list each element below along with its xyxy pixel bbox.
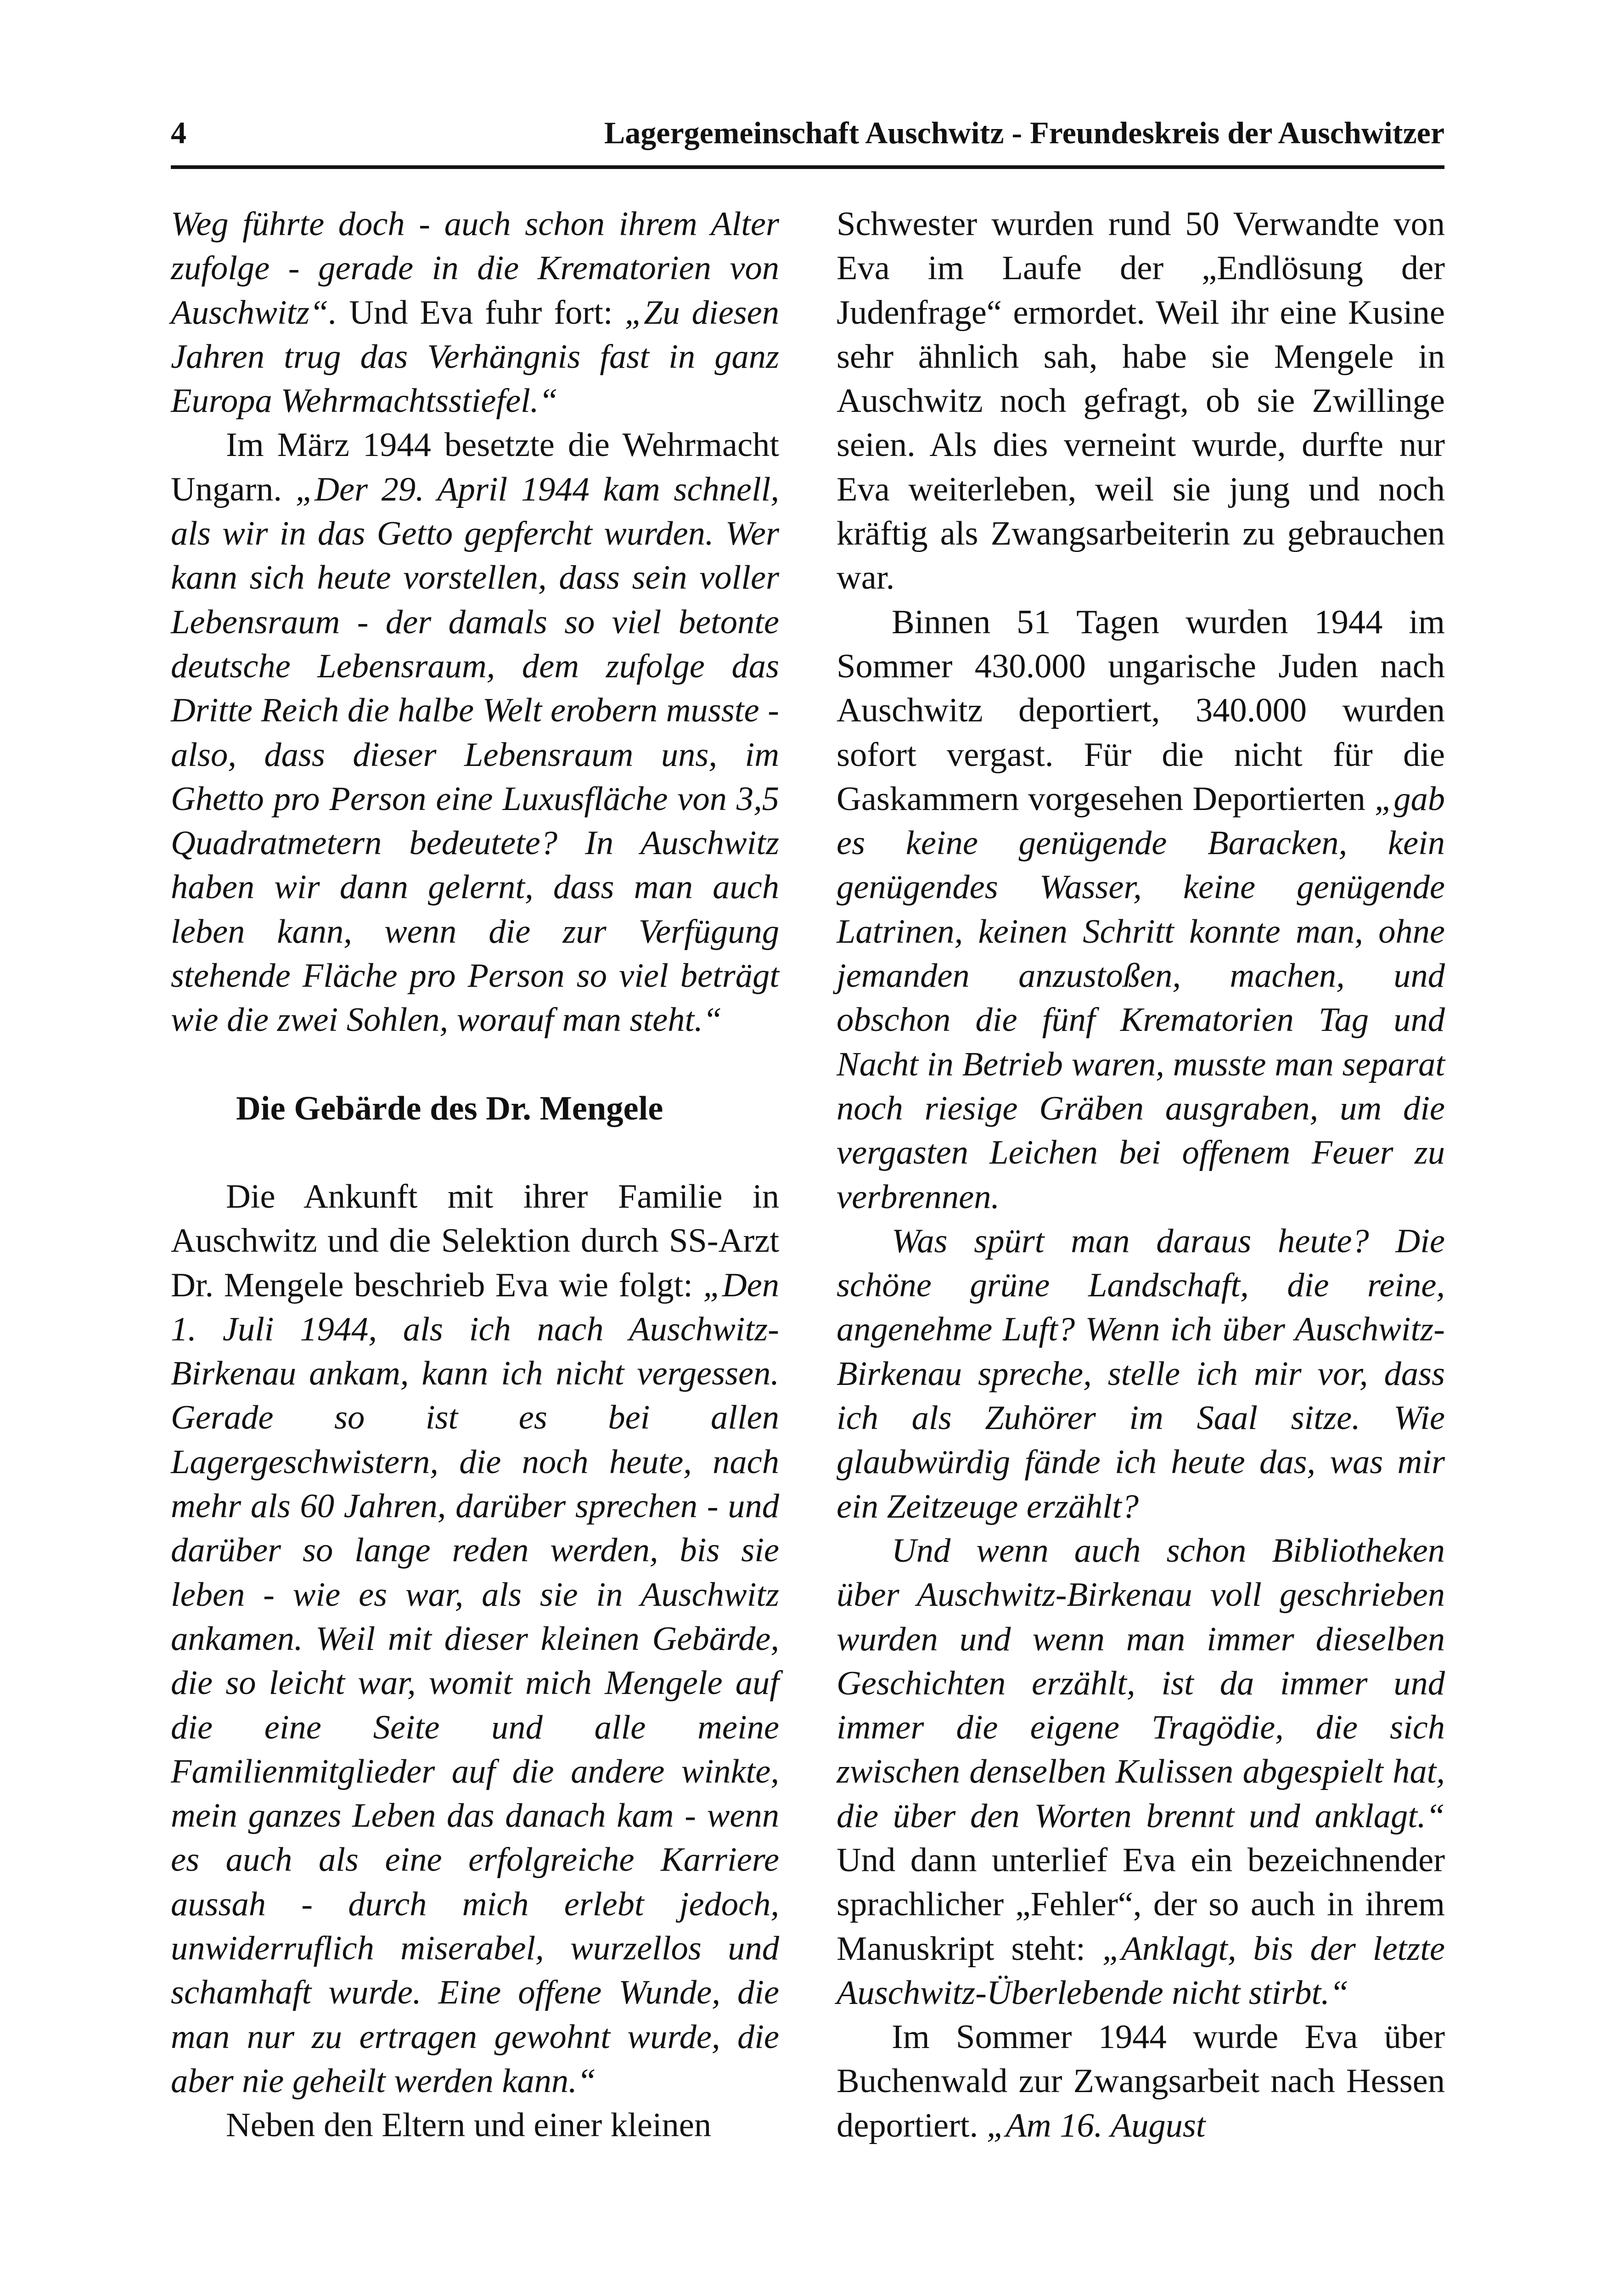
paragraph — [171, 423, 779, 1042]
paragraph — [171, 202, 779, 423]
page-number: 4 — [171, 115, 186, 150]
paragraph — [837, 600, 1445, 1219]
quote-text: „Den 1. Juli 1944, als ich nach Auschwitz-Birkenau ankam, kann ich nicht vergessen. Gerade so ist es bei allen Lagergeschwistern, die noch heute, nach mehr als 60 Jahren, darüber sprechen - und darüber so lange reden werden, bis sie leben - wie es war, als sie in Auschwitz ankamen. Weil mit dieser kleinen Gebärde, die so leicht war, womit mich Mengele auf die eine Seite und alle meine Familienmitglieder auf die andere winkte, mein ganzes Leben das danach kam - wenn es auch als eine erfolgreiche Karriere aussah - durch mich erlebt jedoch, unwiderruflich miserabel, wurzellos und schamhaft wurde. Eine offene Wunde, die man nur zu ertragen gewohnt wurde, die aber nie geheilt werden kann.“ — [171, 1266, 779, 2100]
quote-text: „Anklagt, bis der letzte Auschwitz-Überlebende nicht stirbt.“ — [837, 1930, 1445, 2012]
section-heading: Die Gebärde des Dr. Mengele — [236, 1089, 663, 1127]
quote-text: „Der 29. April 1944 kam schnell, als wir in das Getto gepfercht wurden. Wer kann sich heute vorstellen, dass sein voller Lebensraum - der damals so viel betonte deutsche Lebensraum, dem zufolge das Dritte Reich die halbe Welt erobern musste - also, dass dieser Lebensraum uns, im Ghetto pro Person eine Luxusfläche von 3,5 Quadratmetern bedeutete? In Auschwitz haben wir dann gelernt, dass man auch leben kann, wenn die zur Verfügung stehende Fläche pro Person so viel beträgt wie die zwei Sohlen, worauf man steht.“ — [171, 470, 779, 1039]
quote-text: „Zu diesen Jahren trug das Verhängnis fast in ganz Europa Wehrmachtsstiefel.“ — [171, 293, 779, 420]
left-column — [171, 202, 779, 2147]
body-text: Und dann unterlief Eva ein bezeichnender sprachlicher „Fehler“, der so auch in ihrem Manuskript steht: — [837, 1841, 1445, 1968]
paragraph — [171, 1175, 779, 2103]
running-title: Lagergemeinschaft Auschwitz - Freundeskreis der Auschwitzer — [604, 115, 1444, 150]
right-column — [837, 202, 1445, 2148]
paragraph: Was spürt man daraus heute? Die schöne grüne Landschaft, die reine, angenehme Luft? Wenn ich über Auschwitz-Birkenau spreche, stelle ich mir vor, dass ich als Zuhörer im Saal sitze. Wie glaubwürdig fände ich heute das, was mir ein Zeitzeuge erzählt? — [837, 1222, 1445, 1525]
body-text: Im März 1944 besetzte die Wehrmacht Ungarn. — [171, 426, 779, 508]
body-text: Und Eva fuhr fort: — [337, 293, 625, 332]
quote-text: Weg führte doch - auch schon ihrem Alter zufolge - gerade in die Krematorien von Auschwitz“. — [171, 205, 779, 332]
page-header — [171, 115, 1444, 169]
body-text: Binnen 51 Tagen wurden 1944 im Sommer 430.000 ungarische Juden nach Auschwitz deportiert, 340.000 wurden sofort vergast. Für die nicht für die Gaskammern vorgesehen Deportierten — [837, 603, 1445, 818]
body-text: Die Ankunft mit ihrer Familie in Auschwitz und die Selektion durch SS-Arzt Dr. Mengele beschrieb Eva wie folgt: — [171, 1177, 779, 1304]
quote-text: Und wenn auch schon Bibliotheken über Auschwitz-Birkenau voll geschrieben wurden und wenn man immer dieselben Geschichten erzählt, ist da immer und immer die eigene Tragödie, die sich zwischen denselben Kulissen abgespielt hat, die über den Worten brennt und anklagt.“ — [837, 1531, 1445, 1835]
paragraph: Schwester wurden rund 50 Verwandte von Eva im Laufe der „Endlösung der Judenfrage“ ermordet. Weil ihr eine Kusine sehr ähnlich sah, habe sie Mengele in Auschwitz noch gefragt, ob sie Zwillinge seien. Als dies verneint wurde, durfte nur Eva weiterleben, weil sie jung und noch kräftig als Zwangsarbeiterin zu gebrauchen war. — [837, 205, 1445, 597]
paragraph — [837, 2015, 1445, 2148]
quote-text: „Am 16. August — [986, 2106, 1206, 2144]
quote-text: „gab es keine genügende Baracken, kein genügendes Wasser, keine genügende Latrinen, keinen Schritt konnte man, ohne jemanden anzustoßen, machen, und obschon die fünf Krematorien Tag und Nacht in Betrieb waren, musste man separat noch riesige Gräben ausgraben, um die vergasten Leichen bei offenem Feuer zu verbrennen. — [837, 780, 1445, 1216]
paragraph: Neben den Eltern und einer kleinen — [226, 2106, 712, 2144]
body-text: Im Sommer 1944 wurde Eva über Buchenwald zur Zwangsarbeit nach Hessen deportiert. — [837, 2018, 1445, 2144]
paragraph — [837, 1529, 1445, 2015]
